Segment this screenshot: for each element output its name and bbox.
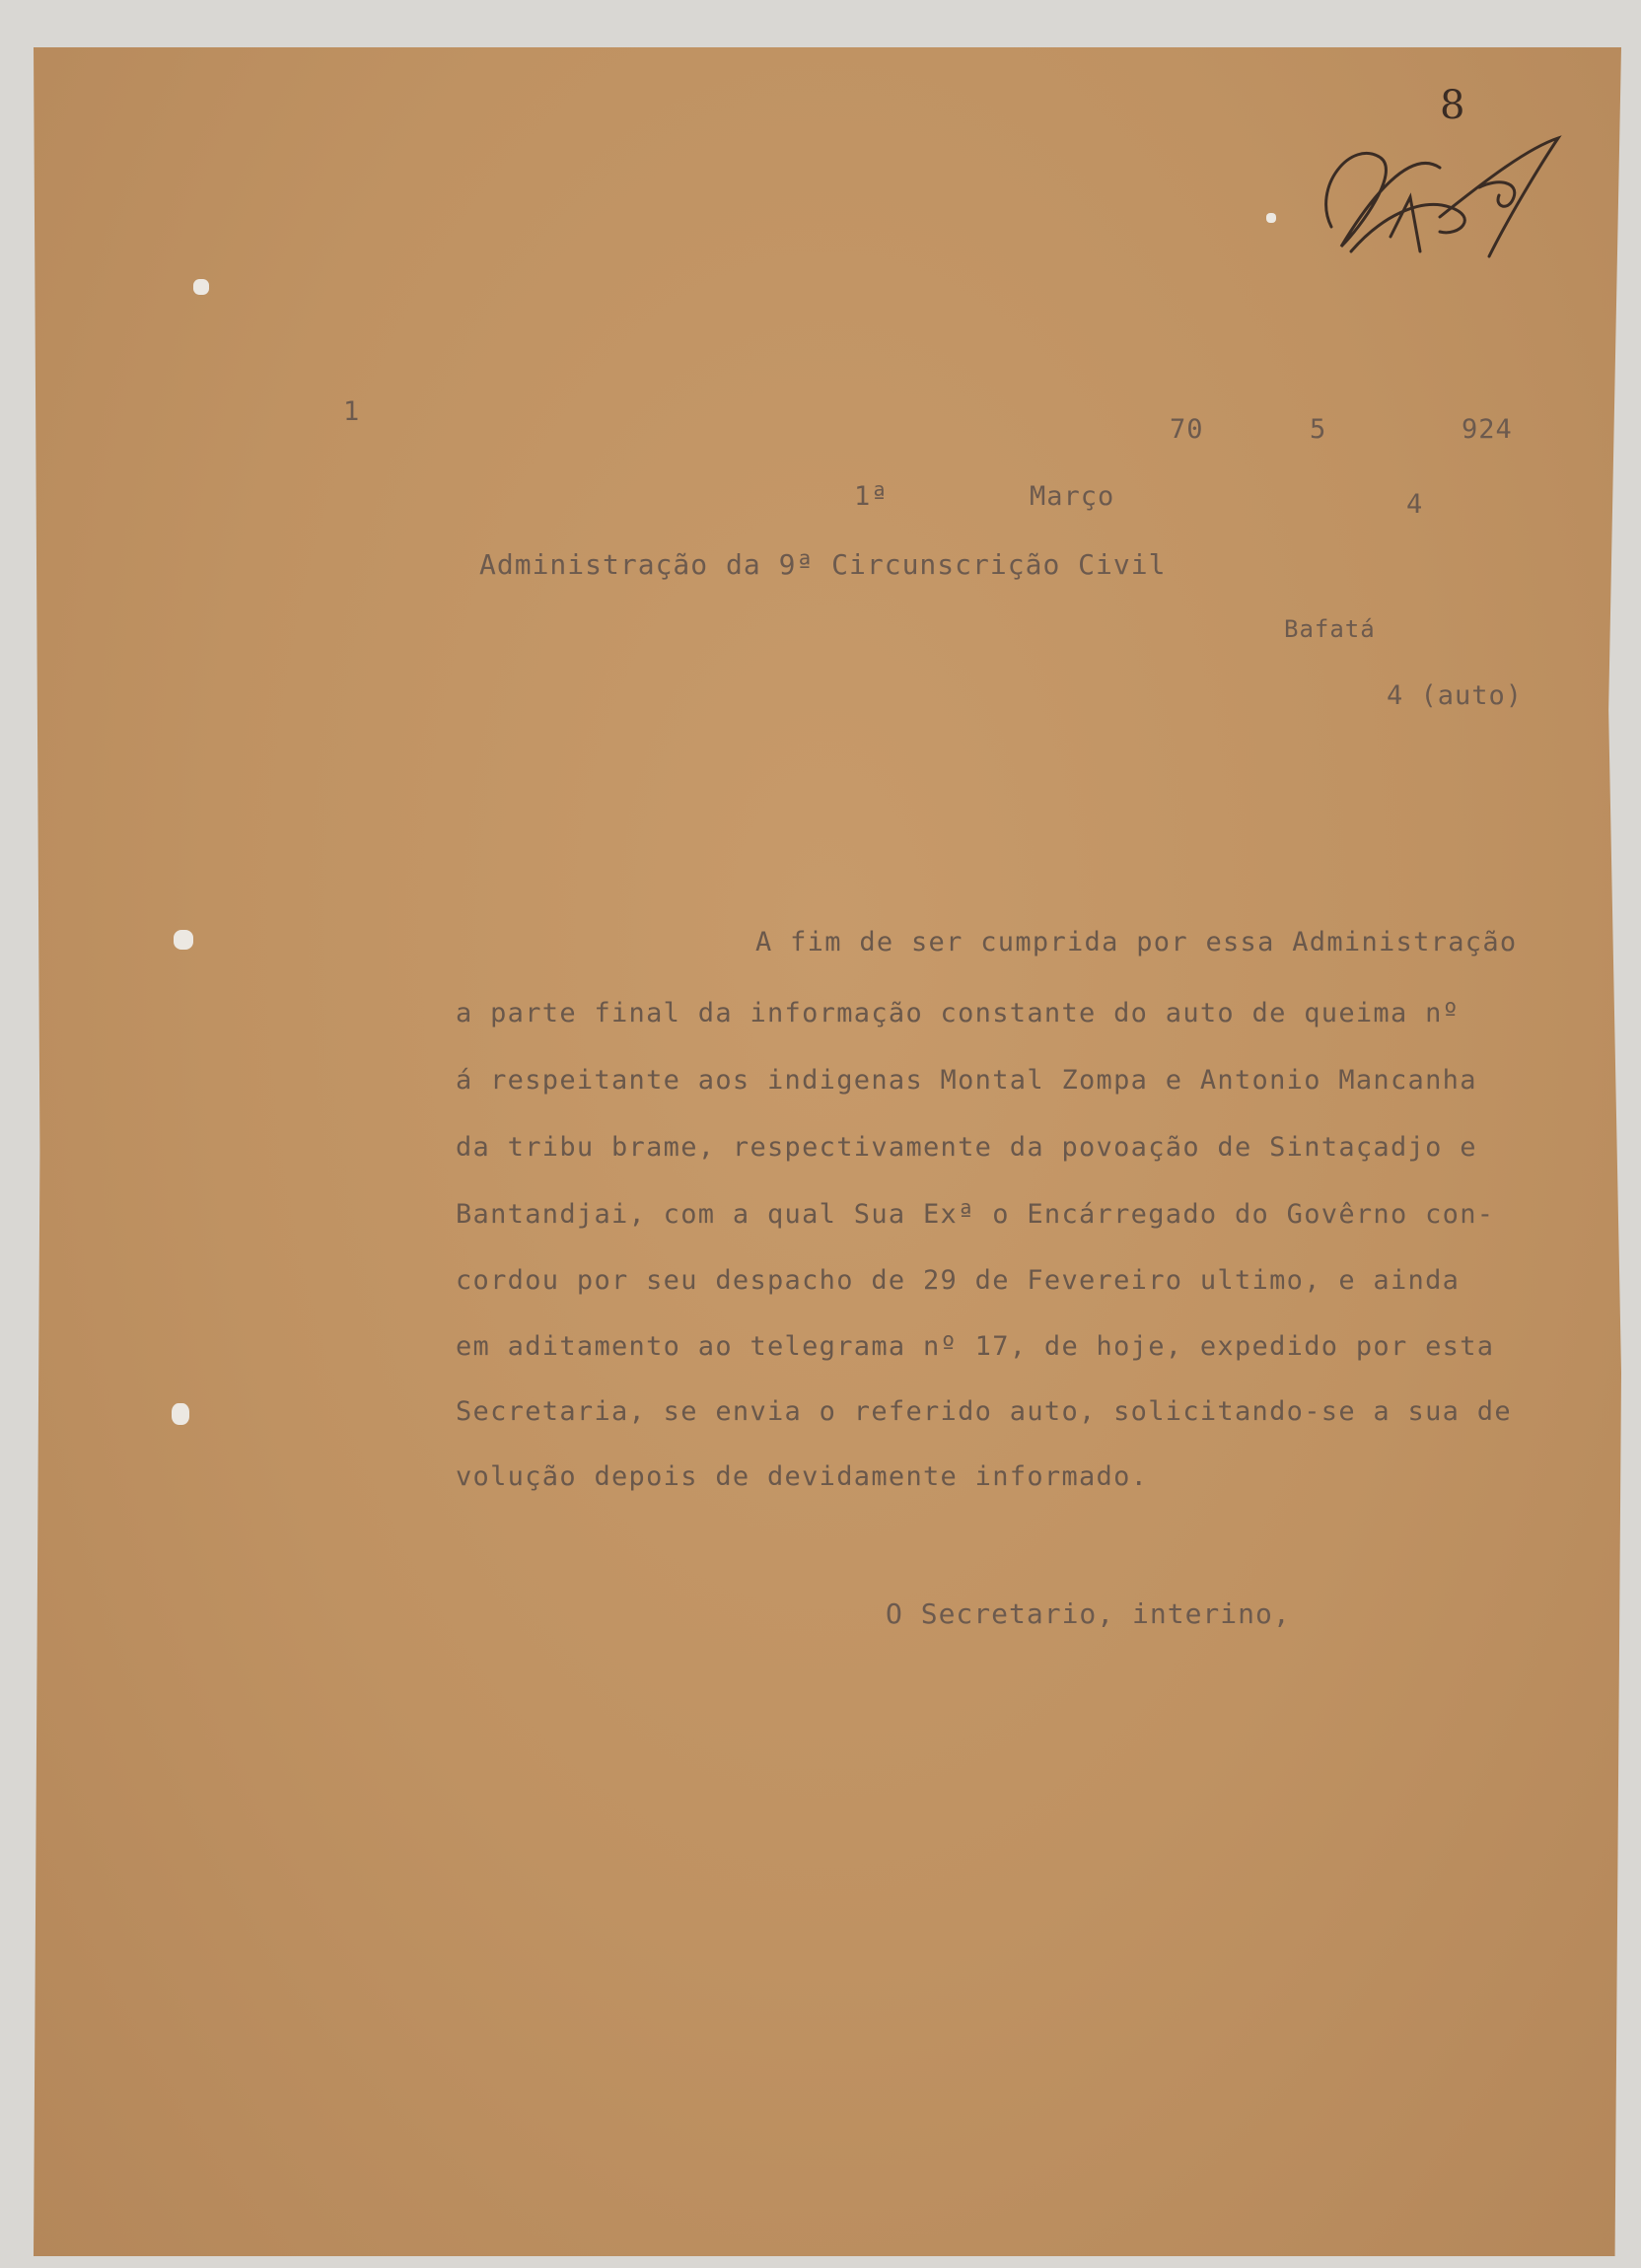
reference-month: 5: [1310, 414, 1327, 445]
reference-day: 70: [1170, 414, 1204, 445]
body-line: da tribu brame, respectivamente da povoação de Sintaçadjo e: [456, 1132, 1477, 1163]
body-line: cordou por seu despacho de 29 de Fevereiro ultimo, e ainda: [456, 1265, 1461, 1296]
punch-hole-middle: [174, 930, 193, 950]
body-line: em aditamento ao telegrama nº 17, de hoje, expedido por esta: [456, 1331, 1495, 1362]
location: Bafatá: [1284, 615, 1376, 643]
body-line: volução depois de devidamente informado.: [456, 1461, 1149, 1492]
handwritten-signature: [1292, 79, 1578, 280]
punch-hole-lower: [172, 1403, 189, 1425]
addressee: Administração da 9ª Circunscrição Civil: [479, 548, 1167, 581]
body-line: Bantandjai, com a qual Sua Exª o Encárregado do Govêrno con-: [456, 1199, 1495, 1230]
body-line: a parte final da informação constante do auto de queima nº: [456, 998, 1461, 1028]
body-line: á respeitante aos indigenas Montal Zompa e Antonio Mancanha: [456, 1065, 1477, 1096]
svg-text:8: 8: [1440, 83, 1465, 128]
punch-hole-top: [193, 279, 209, 295]
date-year-digit: 4: [1406, 489, 1424, 520]
body-line: Secretaria, se envia o referido auto, solicitando-se a sua de: [456, 1396, 1512, 1427]
closing-signature-line: O Secretario, interino,: [886, 1597, 1291, 1630]
date-day: 1ª: [854, 481, 889, 512]
reference-number: 1: [343, 396, 361, 427]
reference-year: 924: [1462, 414, 1513, 445]
body-line: A fim de ser cumprida por essa Administração: [755, 927, 1518, 957]
punch-hole-right: [1266, 213, 1276, 223]
date-month: Março: [1030, 481, 1115, 512]
enclosure-note: 4 (auto): [1387, 680, 1524, 711]
